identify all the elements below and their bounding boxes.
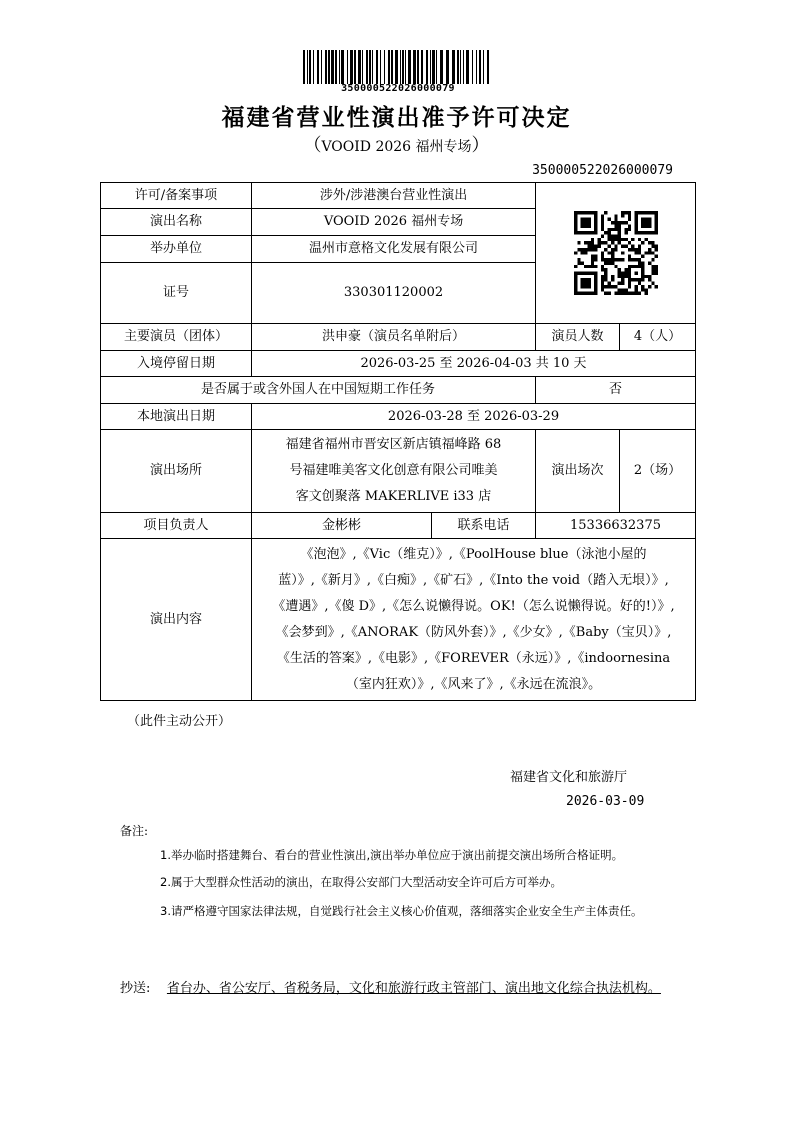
document-subtitle: （VOOID 2026 福州专场） [303,135,490,156]
document-title: 福建省营业性演出准予许可决定 [221,105,572,131]
manager-label: 项目负责人 [101,513,252,539]
performer-count-label: 演员人数 [536,324,620,351]
content-line: （室内狂欢）》,《风来了》,《永远在流浪》。 [345,676,602,692]
issue-date: 2026-03-09 [566,794,645,809]
local-date-label: 本地演出日期 [101,404,252,430]
issuer-name: 福建省文化和旅游厅 [510,770,628,785]
phone-value: 15336632375 [536,513,696,539]
qr-code-image [574,211,658,295]
organizer-label: 举办单位 [101,236,252,263]
content-line: 蓝）》,《新月》,《白痴》,《矿石》,《Into the void（踏入无垠）》, [278,572,669,588]
stay-value: 2026-03-25 至 2026-04-03 共 10 天 [252,351,696,377]
performers-label: 主要演员（团体） [101,324,252,351]
note-item: 1.举办临时搭建舞台、看台的营业性演出,演出举办单位应于演出前提交演出场所合格证明。 [160,848,624,862]
shows-value: 2（场） [620,430,696,513]
manager-value: 金彬彬 [252,513,432,539]
content-line: 《泡泡》,《Vic（维克）》,《PoolHouse blue（泳池小屋的 [300,546,647,562]
content-label: 演出内容 [101,539,252,701]
qr-code-cell [536,183,696,324]
local-date-value: 2026-03-28 至 2026-03-29 [252,404,696,430]
barcode-graphic [303,50,491,84]
short-work-value: 否 [536,377,696,404]
stay-label: 入境停留日期 [101,351,252,377]
short-work-label: 是否属于或含外国人在中国短期工作任务 [101,377,536,404]
note-item: 3.请严格遵守国家法律法规，自觉践行社会主义核心价值观，落细落实企业安全生产主体责任。 [160,904,643,918]
venue-line: 客文创聚落 MAKERLIVE i33 店 [295,489,492,504]
venue-line: 福建省福州市晋安区新店镇福峰路 68 [285,437,502,452]
organizer-value: 温州市意格文化发展有限公司 [252,236,536,263]
cert-label: 证号 [101,263,252,324]
public-disclosure-note: （此件主动公开） [127,714,232,729]
note-item: 2.属于大型群众性活动的演出，在取得公安部门大型活动安全许可后方可举办。 [160,875,562,889]
content-line: 《遭遇》,《傻 D》,《怎么说懒得说。OK!（怎么说懒得说。好的!）》, [272,598,675,614]
content-value [252,539,696,701]
permit-type-label: 许可/备案事项 [101,183,252,209]
document-number: 350000522026000079 [532,163,673,178]
venue-value [252,430,536,513]
venue-line: 号福建唯美客文化创意有限公司唯美 [289,463,498,478]
permit-table [100,182,696,701]
cc-section [120,977,680,1001]
show-name-value: VOOID 2026 福州专场 [252,209,536,236]
venue-label: 演出场所 [101,430,252,513]
performers-value: 洪申豪（演员名单附后） [252,324,536,351]
show-name-label: 演出名称 [101,209,252,236]
subtitle-text: VOOID 2026 福州专场 [321,139,472,155]
cc-recipients: 省台办、省公安厅、省税务局，文化和旅游行政主管部门、演出地文化综合执法机构。 [166,981,661,996]
barcode-number: 350000522026000079 [341,83,455,94]
cert-value: 330301120002 [252,263,536,324]
performer-count-value: 4（人） [620,324,696,351]
content-line: 《会梦到》,《ANORAK（防风外套）》,《少女》,《Baby（宝贝）》, [275,624,672,640]
content-line: 《生活的答案》,《电影》,《FOREVER（永远）》,《indoornesina [276,650,671,666]
cc-label: 抄送: [120,981,151,996]
shows-label: 演出场次 [536,430,620,513]
phone-label: 联系电话 [432,513,536,539]
permit-type-value: 涉外/涉港澳台营业性演出 [252,183,536,209]
notes-title: 备注: [120,824,149,838]
